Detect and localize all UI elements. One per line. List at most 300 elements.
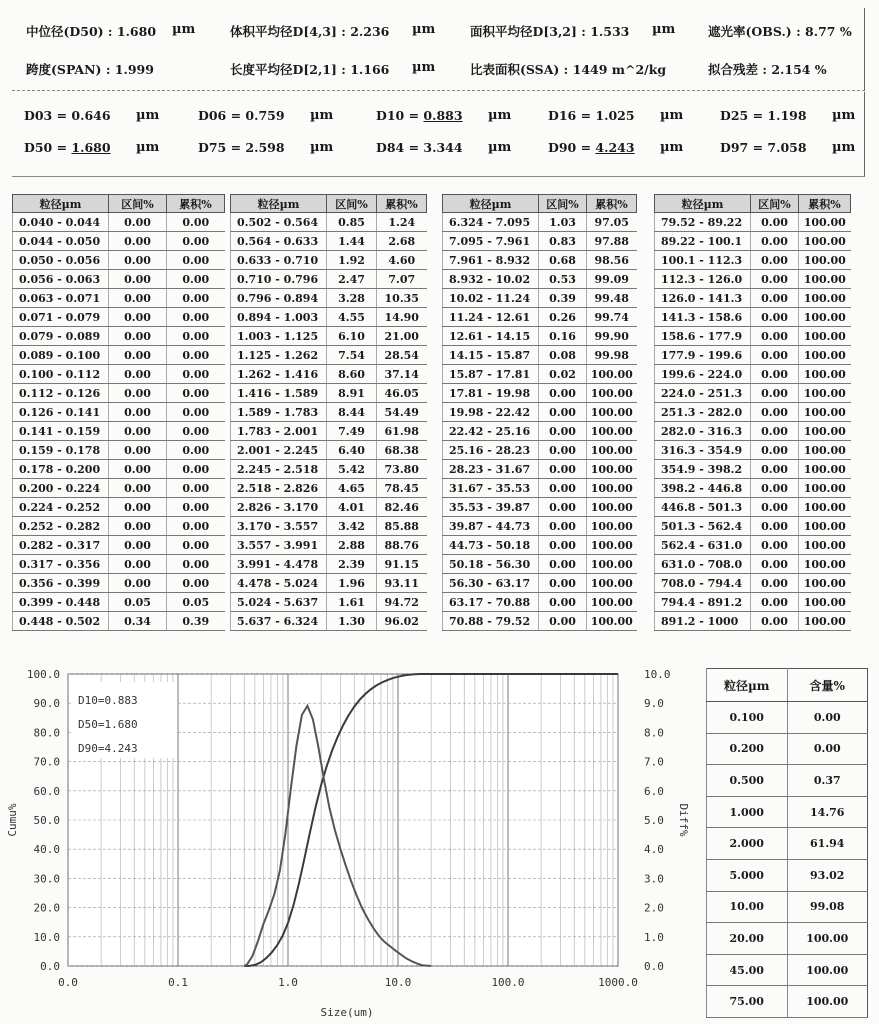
interval-cell: 0.00 (539, 422, 587, 441)
size-range-cell: 794.4 - 891.2 (655, 593, 751, 612)
size-range-cell: 112.3 - 126.0 (655, 270, 751, 289)
dist-header: 区间% (539, 195, 587, 213)
interval-cell: 0.00 (539, 593, 587, 612)
table-row (443, 555, 637, 574)
interval-cell: 8.44 (327, 403, 377, 422)
interval-cell: 1.96 (327, 574, 377, 593)
d-value-number: 3.344 (423, 140, 463, 155)
y-right-tick-label: 9.0 (644, 697, 664, 711)
cumulative-cell: 0.00 (167, 289, 225, 308)
table-row (655, 384, 851, 403)
table-row (655, 232, 851, 251)
size-range-cell: 282.0 - 316.3 (655, 422, 751, 441)
interval-cell: 0.16 (539, 327, 587, 346)
table-row (231, 213, 427, 232)
size-range-cell: 0.063 - 0.071 (13, 289, 109, 308)
size-range-cell: 1.003 - 1.125 (231, 327, 327, 346)
interval-cell: 0.00 (109, 365, 167, 384)
cumulative-cell: 0.00 (167, 460, 225, 479)
cumulative-cell: 37.14 (377, 365, 427, 384)
cumulative-cell: 98.56 (587, 251, 637, 270)
size-range-cell: 0.252 - 0.282 (13, 517, 109, 536)
cumulative-cell: 0.00 (167, 498, 225, 517)
table-row (13, 384, 225, 403)
cumulative-cell: 100.00 (799, 232, 851, 251)
dist-header: 区间% (751, 195, 799, 213)
y-axis-label-left: Cumu% (6, 803, 19, 837)
table-row (231, 460, 427, 479)
table-row (231, 308, 427, 327)
d-value-unit: µm (488, 108, 512, 123)
table-row (443, 593, 637, 612)
d-value-name: D10 = (376, 108, 420, 123)
cumulative-cell: 0.00 (167, 384, 225, 403)
d-value-number: 0.759 (245, 108, 285, 123)
cumulative-cell: 4.60 (377, 251, 427, 270)
d-value-unit: µm (136, 108, 160, 123)
interval-cell: 0.00 (751, 593, 799, 612)
size-range-cell: 354.9 - 398.2 (655, 460, 751, 479)
d-value-unit: µm (488, 140, 512, 155)
y-axis-label-right: Diff% (677, 803, 690, 837)
y-right-tick-label: 3.0 (644, 872, 664, 886)
interval-cell: 4.01 (327, 498, 377, 517)
y-left-tick-label: 10.0 (33, 930, 60, 944)
table-row (707, 828, 868, 860)
d-value-number: 0.646 (71, 108, 111, 123)
dist-header: 累积% (799, 195, 851, 213)
table-row (13, 479, 225, 498)
d-value-d16 (548, 108, 635, 123)
cumulative-cell: 0.00 (167, 555, 225, 574)
table-row (655, 403, 851, 422)
table-row (231, 403, 427, 422)
d-value-unit: µm (660, 140, 684, 155)
size-range-cell: 0.050 - 0.056 (13, 251, 109, 270)
cumulative-cell: 100.00 (799, 460, 851, 479)
cumulative-cell: 7.07 (377, 270, 427, 289)
y-right-tick-label: 4.0 (644, 843, 664, 857)
cumulative-cell: 100.00 (799, 346, 851, 365)
distribution-table-1 (12, 194, 225, 631)
d-value-name: D16 = (548, 108, 592, 123)
interval-cell: 0.00 (109, 555, 167, 574)
table-row (443, 232, 637, 251)
interval-cell: 0.00 (751, 498, 799, 517)
size-range-cell: 89.22 - 100.1 (655, 232, 751, 251)
size-range-cell: 0.178 - 0.200 (13, 460, 109, 479)
table-row (707, 702, 868, 734)
cumulative-cell: 1.24 (377, 213, 427, 232)
table-row (443, 460, 637, 479)
cumulative-cell: 99.48 (587, 289, 637, 308)
table-row (655, 460, 851, 479)
d-value-name: D50 = (24, 140, 68, 155)
table-row (655, 213, 851, 232)
cumulative-cell: 100.00 (799, 365, 851, 384)
size-range-cell: 0.126 - 0.141 (13, 403, 109, 422)
y-left-tick-label: 100.0 (26, 668, 60, 681)
table-row (13, 232, 225, 251)
size-range-cell: 14.15 - 15.87 (443, 346, 539, 365)
cumulative-cell: 54.49 (377, 403, 427, 422)
interval-cell: 0.00 (109, 289, 167, 308)
cumulative-cell: 0.00 (167, 327, 225, 346)
size-range-cell: 39.87 - 44.73 (443, 517, 539, 536)
table-row (655, 270, 851, 289)
cumulative-cell: 99.74 (587, 308, 637, 327)
interval-cell: 0.00 (751, 536, 799, 555)
cumulative-cell: 100.00 (799, 251, 851, 270)
cumulative-cell: 0.00 (167, 574, 225, 593)
table-row (231, 232, 427, 251)
cumulative-cell: 0.00 (167, 232, 225, 251)
interval-cell: 0.00 (539, 403, 587, 422)
cumulative-cell: 100.00 (799, 593, 851, 612)
interval-cell: 0.00 (539, 441, 587, 460)
size-range-cell: 0.448 - 0.502 (13, 612, 109, 631)
content-header-size: 粒径µm (707, 669, 788, 702)
cumulative-cell: 100.00 (587, 593, 637, 612)
size-range-cell: 63.17 - 70.88 (443, 593, 539, 612)
size-range-cell: 0.071 - 0.079 (13, 308, 109, 327)
interval-cell: 0.83 (539, 232, 587, 251)
d-value-d10 (376, 108, 463, 123)
interval-cell: 0.00 (751, 612, 799, 631)
size-range-cell: 158.6 - 177.9 (655, 327, 751, 346)
table-row (443, 384, 637, 403)
size-range-cell: 2.518 - 2.826 (231, 479, 327, 498)
interval-cell: 0.00 (109, 403, 167, 422)
size-range-cell: 3.557 - 3.991 (231, 536, 327, 555)
content-percent-cell: 93.02 (787, 859, 868, 891)
content-size-cell: 0.100 (707, 702, 788, 734)
d-value-number: 1.198 (767, 108, 807, 123)
cumulative-cell: 61.98 (377, 422, 427, 441)
interval-cell: 0.00 (109, 536, 167, 555)
content-percent-cell: 61.94 (787, 828, 868, 860)
annotation-label: D10=0.883 (78, 694, 138, 707)
d-value-unit: µm (832, 140, 856, 155)
table-row (655, 593, 851, 612)
distribution-table-2 (230, 194, 427, 631)
table-row (13, 270, 225, 289)
d-value-d03 (24, 108, 111, 123)
d21-unit: µm (412, 60, 436, 75)
cumulative-cell: 0.00 (167, 517, 225, 536)
table-row (707, 765, 868, 797)
cumulative-cell: 2.68 (377, 232, 427, 251)
cumulative-cell: 97.05 (587, 213, 637, 232)
cumulative-cell: 10.35 (377, 289, 427, 308)
interval-cell: 0.00 (539, 384, 587, 403)
y-right-tick-label: 2.0 (644, 901, 664, 915)
distribution-table-4 (654, 194, 851, 631)
cumulative-cell: 100.00 (587, 403, 637, 422)
y-right-tick-label: 1.0 (644, 930, 664, 944)
interval-cell: 6.10 (327, 327, 377, 346)
size-range-cell: 1.262 - 1.416 (231, 365, 327, 384)
table-row (655, 251, 851, 270)
size-range-cell: 3.170 - 3.557 (231, 517, 327, 536)
size-range-cell: 0.796 - 0.894 (231, 289, 327, 308)
content-percent-cell: 0.00 (787, 702, 868, 734)
interval-cell: 0.02 (539, 365, 587, 384)
interval-cell: 0.26 (539, 308, 587, 327)
size-range-cell: 251.3 - 282.0 (655, 403, 751, 422)
cumulative-cell: 100.00 (587, 460, 637, 479)
content-percent-cell: 100.00 (787, 954, 868, 986)
size-range-cell: 199.6 - 224.0 (655, 365, 751, 384)
size-range-cell: 3.991 - 4.478 (231, 555, 327, 574)
table-row (707, 733, 868, 765)
content-size-cell: 1.000 (707, 796, 788, 828)
table-row (655, 498, 851, 517)
size-range-cell: 1.589 - 1.783 (231, 403, 327, 422)
cumulative-cell: 78.45 (377, 479, 427, 498)
cumulative-cell: 28.54 (377, 346, 427, 365)
table-row (655, 612, 851, 631)
y-left-tick-label: 30.0 (33, 872, 60, 886)
size-range-cell: 0.633 - 0.710 (231, 251, 327, 270)
interval-cell: 8.60 (327, 365, 377, 384)
interval-cell: 0.00 (109, 479, 167, 498)
table-row (231, 536, 427, 555)
table-row (13, 251, 225, 270)
interval-cell: 0.00 (539, 612, 587, 631)
cumulative-cell: 0.00 (167, 346, 225, 365)
interval-cell: 0.00 (109, 422, 167, 441)
interval-cell: 0.00 (109, 574, 167, 593)
y-right-tick-label: 0.0 (644, 960, 664, 973)
cumulative-cell: 100.00 (799, 213, 851, 232)
size-range-cell: 10.02 - 11.24 (443, 289, 539, 308)
d-value-unit: µm (832, 108, 856, 123)
cumulative-cell: 100.00 (799, 289, 851, 308)
size-range-cell: 708.0 - 794.4 (655, 574, 751, 593)
size-range-cell: 0.317 - 0.356 (13, 555, 109, 574)
size-range-cell: 501.3 - 562.4 (655, 517, 751, 536)
interval-cell: 0.00 (751, 232, 799, 251)
d-value-name: D03 = (24, 108, 68, 123)
size-range-cell: 5.637 - 6.324 (231, 612, 327, 631)
table-row (655, 289, 851, 308)
interval-cell: 0.00 (539, 460, 587, 479)
table-row (231, 574, 427, 593)
interval-cell: 0.00 (539, 555, 587, 574)
table-row (707, 891, 868, 923)
interval-cell: 3.42 (327, 517, 377, 536)
d-value-unit: µm (660, 108, 684, 123)
d-value-d84 (376, 140, 463, 155)
table-row (443, 422, 637, 441)
table-row (707, 923, 868, 955)
interval-cell: 0.00 (109, 498, 167, 517)
interval-cell: 0.00 (109, 213, 167, 232)
interval-cell: 0.39 (539, 289, 587, 308)
cumulative-cell: 99.09 (587, 270, 637, 289)
table-row (443, 403, 637, 422)
x-tick-label: 1000.0 (598, 976, 638, 989)
table-row (443, 270, 637, 289)
table-row (443, 479, 637, 498)
interval-cell: 7.54 (327, 346, 377, 365)
interval-cell: 0.68 (539, 251, 587, 270)
interval-cell: 0.00 (751, 403, 799, 422)
size-range-cell: 7.961 - 8.932 (443, 251, 539, 270)
size-range-cell: 0.564 - 0.633 (231, 232, 327, 251)
annotation-label: D90=4.243 (78, 742, 138, 755)
interval-cell: 0.00 (109, 308, 167, 327)
y-right-tick-label: 10.0 (644, 668, 671, 681)
y-right-tick-label: 6.0 (644, 784, 664, 798)
cumulative-cell: 0.00 (167, 403, 225, 422)
size-range-cell: 6.324 - 7.095 (443, 213, 539, 232)
size-range-cell: 4.478 - 5.024 (231, 574, 327, 593)
interval-cell: 0.00 (751, 555, 799, 574)
content-size-cell: 0.500 (707, 765, 788, 797)
cumulative-cell: 94.72 (377, 593, 427, 612)
cumulative-cell: 0.00 (167, 365, 225, 384)
x-axis-label: Size(um) (320, 1006, 374, 1019)
size-range-cell: 1.416 - 1.589 (231, 384, 327, 403)
summary-panel (12, 8, 865, 91)
table-row (443, 498, 637, 517)
d-value-d97 (720, 140, 807, 155)
size-range-cell: 0.056 - 0.063 (13, 270, 109, 289)
interval-cell: 0.00 (109, 384, 167, 403)
table-row (231, 346, 427, 365)
size-range-cell: 5.024 - 5.637 (231, 593, 327, 612)
x-tick-label: 1.0 (278, 976, 298, 989)
interval-cell: 1.44 (327, 232, 377, 251)
interval-cell: 0.00 (751, 517, 799, 536)
table-row (655, 308, 851, 327)
cumulative-cell: 100.00 (587, 498, 637, 517)
cumulative-cell: 100.00 (799, 612, 851, 631)
size-range-cell: 25.16 - 28.23 (443, 441, 539, 460)
table-row (13, 460, 225, 479)
size-range-cell: 2.245 - 2.518 (231, 460, 327, 479)
table-row (231, 555, 427, 574)
dist-header: 区间% (109, 195, 167, 213)
table-row (655, 555, 851, 574)
d50-unit: µm (172, 22, 196, 37)
table-row (13, 517, 225, 536)
interval-cell: 0.05 (109, 593, 167, 612)
cumulative-cell: 100.00 (799, 441, 851, 460)
size-range-cell: 1.125 - 1.262 (231, 346, 327, 365)
interval-cell: 0.00 (109, 346, 167, 365)
table-row (13, 403, 225, 422)
interval-cell: 1.03 (539, 213, 587, 232)
y-right-tick-label: 5.0 (644, 814, 664, 827)
cumulative-cell: 0.00 (167, 213, 225, 232)
table-row (655, 536, 851, 555)
table-row (231, 441, 427, 460)
d21-summary: 长度平均径D[2,1] : 1.166 (230, 62, 390, 77)
interval-cell: 0.00 (751, 422, 799, 441)
y-left-tick-label: 70.0 (33, 755, 60, 769)
interval-cell: 2.39 (327, 555, 377, 574)
interval-cell: 4.55 (327, 308, 377, 327)
interval-cell: 1.92 (327, 251, 377, 270)
dist-header: 累积% (587, 195, 637, 213)
size-range-cell: 0.399 - 0.448 (13, 593, 109, 612)
table-row (231, 289, 427, 308)
size-range-cell: 0.112 - 0.126 (13, 384, 109, 403)
table-row (443, 327, 637, 346)
cumulative-cell: 91.15 (377, 555, 427, 574)
size-distribution-chart (0, 660, 706, 1024)
table-row (231, 517, 427, 536)
y-left-tick-label: 0.0 (40, 960, 60, 973)
cumulative-cell: 85.88 (377, 517, 427, 536)
d32-summary: 面积平均径D[3,2] : 1.533 (470, 24, 630, 39)
size-range-cell: 15.87 - 17.81 (443, 365, 539, 384)
distribution-table-3 (442, 194, 637, 631)
table-row (13, 422, 225, 441)
size-range-cell: 126.0 - 141.3 (655, 289, 751, 308)
cumulative-cell: 0.00 (167, 536, 225, 555)
interval-cell: 5.42 (327, 460, 377, 479)
cumulative-cell: 0.00 (167, 422, 225, 441)
size-range-cell: 50.18 - 56.30 (443, 555, 539, 574)
interval-cell: 0.00 (751, 251, 799, 270)
x-tick-label: 100.0 (491, 976, 525, 989)
cumulative-cell: 100.00 (587, 365, 637, 384)
interval-cell: 0.00 (539, 536, 587, 555)
interval-cell: 6.40 (327, 441, 377, 460)
cumulative-cell: 100.00 (799, 270, 851, 289)
cumulative-cell: 100.00 (587, 422, 637, 441)
cumulative-cell: 100.00 (587, 536, 637, 555)
size-range-cell: 0.141 - 0.159 (13, 422, 109, 441)
cumulative-cell: 0.00 (167, 441, 225, 460)
d-value-name: D75 = (198, 140, 242, 155)
content-table (706, 668, 868, 1018)
y-left-tick-label: 50.0 (33, 814, 60, 827)
interval-cell: 0.00 (109, 327, 167, 346)
d-value-number: 0.883 (423, 108, 463, 123)
size-range-cell: 562.4 - 631.0 (655, 536, 751, 555)
table-row (13, 536, 225, 555)
dist-header: 粒径µm (231, 195, 327, 213)
d-value-unit: µm (310, 108, 334, 123)
table-row (707, 986, 868, 1018)
content-size-cell: 10.00 (707, 891, 788, 923)
interval-cell: 0.00 (109, 517, 167, 536)
table-row (13, 574, 225, 593)
d-value-name: D06 = (198, 108, 242, 123)
content-percent-cell: 100.00 (787, 923, 868, 955)
interval-cell: 0.00 (539, 574, 587, 593)
d-value-name: D97 = (720, 140, 764, 155)
size-range-cell: 0.502 - 0.564 (231, 213, 327, 232)
content-header-percent: 含量% (787, 669, 868, 702)
table-row (655, 365, 851, 384)
d-value-d25 (720, 108, 807, 123)
interval-cell: 0.08 (539, 346, 587, 365)
size-range-cell: 891.2 - 1000 (655, 612, 751, 631)
size-range-cell: 0.224 - 0.252 (13, 498, 109, 517)
d43-unit: µm (412, 22, 436, 37)
size-range-cell: 0.894 - 1.003 (231, 308, 327, 327)
cumulative-cell: 100.00 (799, 536, 851, 555)
cumulative-cell: 21.00 (377, 327, 427, 346)
table-row (443, 536, 637, 555)
cumulative-cell: 100.00 (587, 612, 637, 631)
